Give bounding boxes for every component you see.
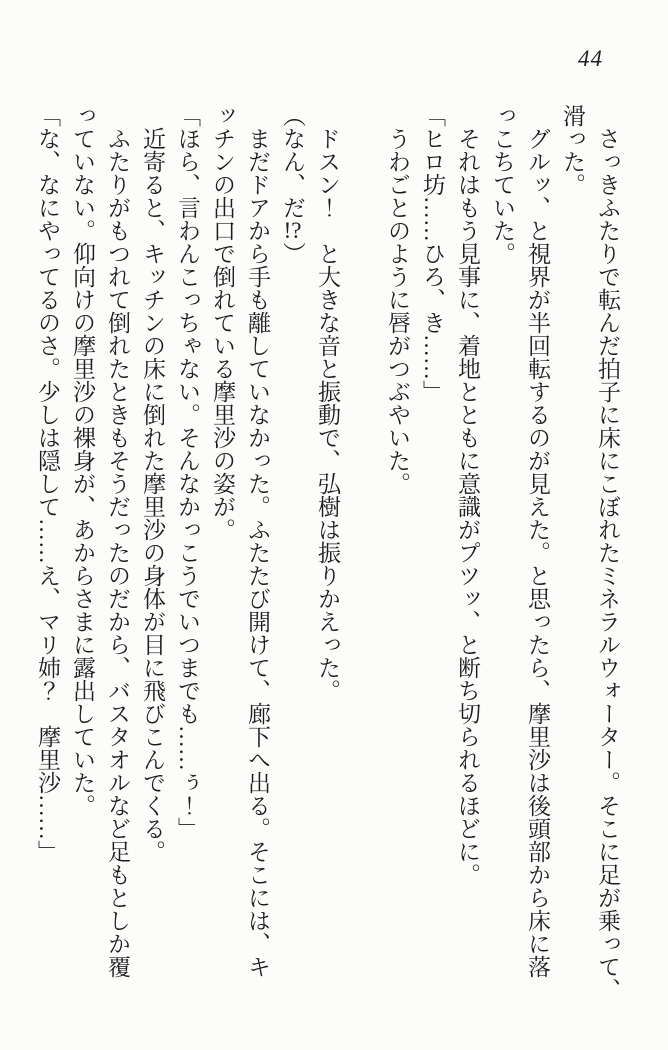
- text-line: さっきふたりで転んだ拍子に床にこぼれたミネラルウォーター。そこに足が乗って、: [595, 104, 620, 1001]
- text-line: 滑った。: [560, 104, 585, 196]
- text-line: [345, 104, 380, 1020]
- text-line: （なん、だ!?）: [280, 104, 305, 265]
- text-line: 「な、なにやってるのさ。少しは隠して……え、マリ姉？ 摩里沙……」: [35, 104, 60, 863]
- text-line: ッチンの出口で倒れている摩里沙の姿が。: [210, 104, 235, 541]
- text-line: ふたりがもつれて倒れたときもそうだったのだから、バスタオルなど足もとしか覆: [105, 104, 130, 978]
- text-line: っていない。仰向けの摩里沙の裸身が、あからさまに露出していた。: [70, 104, 95, 817]
- text-line: グルッ、と視界が半回転するのが見えた。と思ったら、摩里沙は後頭部から床に落: [525, 104, 550, 978]
- text-line: 近寄ると、キッチンの床に倒れた摩里沙の身体が目に飛びこんでくる。: [140, 104, 165, 863]
- text-lines: [29, 104, 625, 1020]
- text-line: 「ほら、言わんこっちゃない。そんなかっこうでいつまでも……ぅ！」: [175, 104, 200, 840]
- text-line: まだドアから手も離していなかった。ふたたび開けて、廊下へ出る。そこには、キ: [245, 104, 270, 978]
- page-number: 44: [578, 46, 603, 71]
- tatechuyoko: !?: [283, 219, 302, 242]
- text-line: それはもう見事に、着地とともに意識がプツッ、と断ち切られるほどに。: [455, 104, 480, 886]
- text-line: 「ヒロ坊……ひろ、き……」: [420, 104, 445, 403]
- text-line: っこちていた。: [490, 104, 515, 265]
- text-line: うわごとのように唇がつぶやいた。: [385, 104, 410, 495]
- text-line: ドスン！ と大きな音と振動で、弘樹は振りかえった。: [315, 104, 340, 702]
